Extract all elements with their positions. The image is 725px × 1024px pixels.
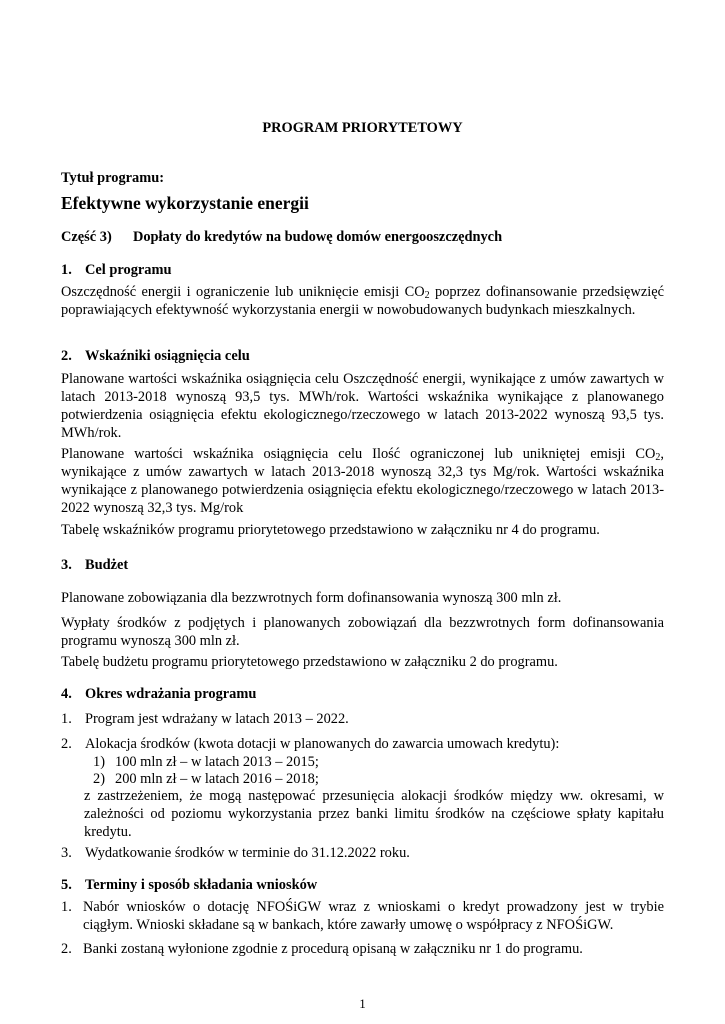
section-2-paragraph-1: Planowane wartości wskaźnika osiągnięcia celu Oszczędność energii, wynikające z umów zawartych w latach 2013-2018 wynoszą 93,5 tys. MWh/rok. Wartości wskaźnika wynikające z planowanego potwierdzenia osiągnięcia efektu ekologicznego/rzeczowego w latach 2013-2022 wynoszą 93,5 tys. MWh/rok.: [61, 371, 664, 441]
program-title-label: Tytuł programu:: [61, 170, 165, 186]
section-3-heading: 3. Budżet: [61, 557, 129, 573]
page-title: PROGRAM PRIORYTETOWY: [262, 120, 463, 136]
section-4-item-3: 3. Wydatkowanie środków w terminie do 31.12.2022 roku.: [61, 845, 410, 861]
section-5-item-1: 1. Nabór wniosków o dotację NFOŚiGW wraz z wnioskami o kredyt prowadzony jest w trybie ciągłym. Wnioski składane są w bankach, które zawarły umowę o współpracy z NFOŚiGW.: [61, 899, 664, 933]
section-2-heading: 2. Wskaźniki osiągnięcia celu: [61, 348, 250, 364]
program-name: Efektywne wykorzystanie energii: [61, 193, 309, 213]
program-part: [61, 229, 502, 246]
section-3-paragraph-1: Planowane zobowiązania dla bezzwrotnych form dofinansowania wynoszą 300 mln zł.: [61, 590, 562, 606]
section-4-item-1: 1. Program jest wdrażany w latach 2013 – 2022.: [61, 711, 349, 727]
section-3-paragraph-3: Tabelę budżetu programu priorytetowego przedstawiono w załączniku 2 do programu.: [61, 654, 558, 670]
section-5-item-2: 2. Banki zostaną wyłonione zgodnie z procedurą opisaną w załączniku nr 1 do programu.: [61, 941, 583, 957]
part-label: Część 3): [61, 229, 112, 245]
section-4-subitem-2: 2) 200 mln zł – w latach 2016 – 2018;: [93, 771, 319, 787]
section-3-paragraph-2: Wypłaty środków z podjętych i planowanych zobowiązań dla bezzwrotnych form dofinansowania programu wynoszą 300 mln zł.: [61, 615, 664, 649]
section-4-item-2-note: z zastrzeżeniem, że mogą następować przesunięcia alokacji środków między ww. okresami, w zależności od poziomu wykorzystania przez banki limitu środków na częściowe spłaty kapitału kredytu.: [84, 788, 664, 840]
section-2-paragraph-3: Tabelę wskaźników programu priorytetowego przedstawiono w załączniku nr 4 do programu.: [61, 522, 600, 538]
section-1-heading: 1. Cel programu: [61, 262, 172, 278]
section-2-paragraph-2: Planowane wartości wskaźnika osiągnięcia celu Ilość ograniczonej lub unikniętej emisji $CO_2$, wynikające z umów zawartych w latach 2013-2018 wynoszą 32,3 tys Mg/rok. Wartości wskaźnika wynikające z planowanego potwierdzenia osiągnięcia efektu ekologicznego/rzeczowego w latach 2013-2022 wynoszą 32,3 tys. Mg/rok: [61, 446, 664, 516]
section-1-paragraph: Oszczędność energii i ograniczenie lub uniknięcie emisji $CO_2$ poprzez dofinansowanie przedsięwzięć poprawiających efektywność wykorzystania energii w nowobudowanych budynkach mieszkalnych.: [61, 284, 664, 318]
section-4-subitem-1: 1) 100 mln zł – w latach 2013 – 2015;: [93, 754, 319, 770]
section-5-heading: 5. Terminy i sposób składania wniosków: [61, 877, 318, 893]
part-title: Dopłaty do kredytów na budowę domów energooszczędnych: [132, 229, 503, 245]
section-4-heading: 4. Okres wdrażania programu: [61, 686, 257, 702]
page-number: 1: [359, 996, 366, 1011]
section-4-item-2: 2. Alokacja środków (kwota dotacji w planowanych do zawarcia umowach kredytu):: [61, 736, 560, 752]
